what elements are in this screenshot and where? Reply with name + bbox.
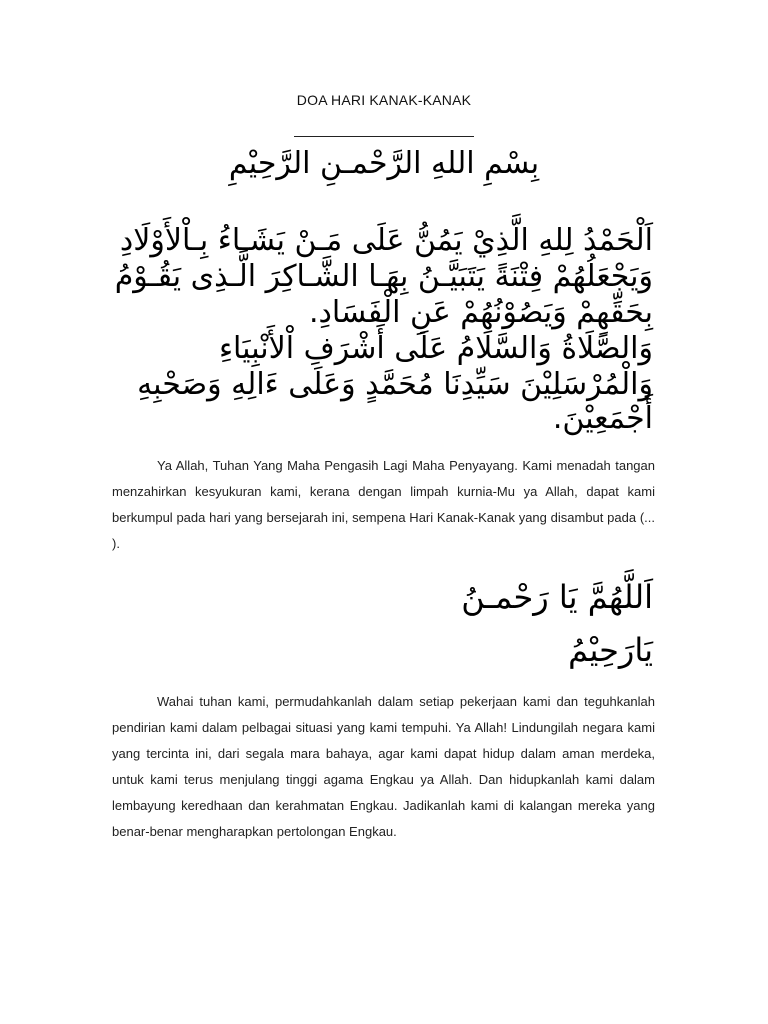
arabic-opening-line-6: أَجْمَعِيْنَ. xyxy=(552,401,653,436)
malay-paragraph-2: Wahai tuhan kami, permudahkanlah dalam setiap pekerjaan kami dan teguhkanlah pendirian kami dalam pelbagai situasi yang kami tempuhi. Ya Allah! Lindungilah negara kami yang tercinta ini, dari segala mara bahaya, agar kami dapat hidup dalam aman merdeka, untuk kami terus menjulang tinggi agama Engkau ya Allah. Dan hidupkanlah kami dalam lembayung keredhaan dan kerahmatan Engkau. Jadikanlah kami di kalangan mereka yang benar-benar mengharapkan pertolongan Engkau. xyxy=(112,694,655,839)
title-underline xyxy=(294,136,474,137)
arabic-opening-line-1: اَلْحَمْدُ لِلهِ الَّذِيْ يَمُنُّ عَلَى مَـنْ يَشَـاءُ بِـاْلأَوْلَادِ xyxy=(119,223,653,258)
bismillah-line: بِسْمِ اللهِ الرَّحْمـنِ الرَّحِيْمِ xyxy=(228,146,540,181)
arabic-opening-line-5: وَالْمُرْسَلِيْنَ سَيِّدِنَا مُحَمَّدٍ وَعَلَى ءَالِهِ وَصَحْبِهِ xyxy=(137,367,653,402)
arabic-opening-line-4: وَالصَّلَاةُ وَالسَّلَامُ عَلَى أَشْرَفِ اْلأَنْبِيَاءِ xyxy=(218,331,653,366)
malay-paragraph-1: Ya Allah, Tuhan Yang Maha Pengasih Lagi Maha Penyayang. Kami menadah tangan menzahirkan kesyukuran kami, kerana dengan limpah kurnia-Mu ya Allah, dapat kami berkumpul pada hari yang bersejarah ini, sempena Hari Kanak-Kanak yang disambut pada (... ). xyxy=(112,458,655,551)
arabic-invocation-line-2: يَارَحِيْمُ xyxy=(568,631,653,669)
arabic-invocation-line-1: اَللَّهُمَّ يَا رَحْمـنُ xyxy=(461,578,653,616)
arabic-opening-line-3: بِحَقِّهِمْ وَيَصُوْنُهُمْ عَنِ الْفَسَادِ. xyxy=(309,295,653,330)
document-title: DOA HARI KANAK-KANAK xyxy=(296,92,472,108)
arabic-opening-line-2: وَيَجْعَلُهُمْ فِتْنَةً يَتَبَيَّـنُ بِهَـا الشَّـاكِرَ الَّـذِى يَقُـوْمُ xyxy=(114,259,653,294)
